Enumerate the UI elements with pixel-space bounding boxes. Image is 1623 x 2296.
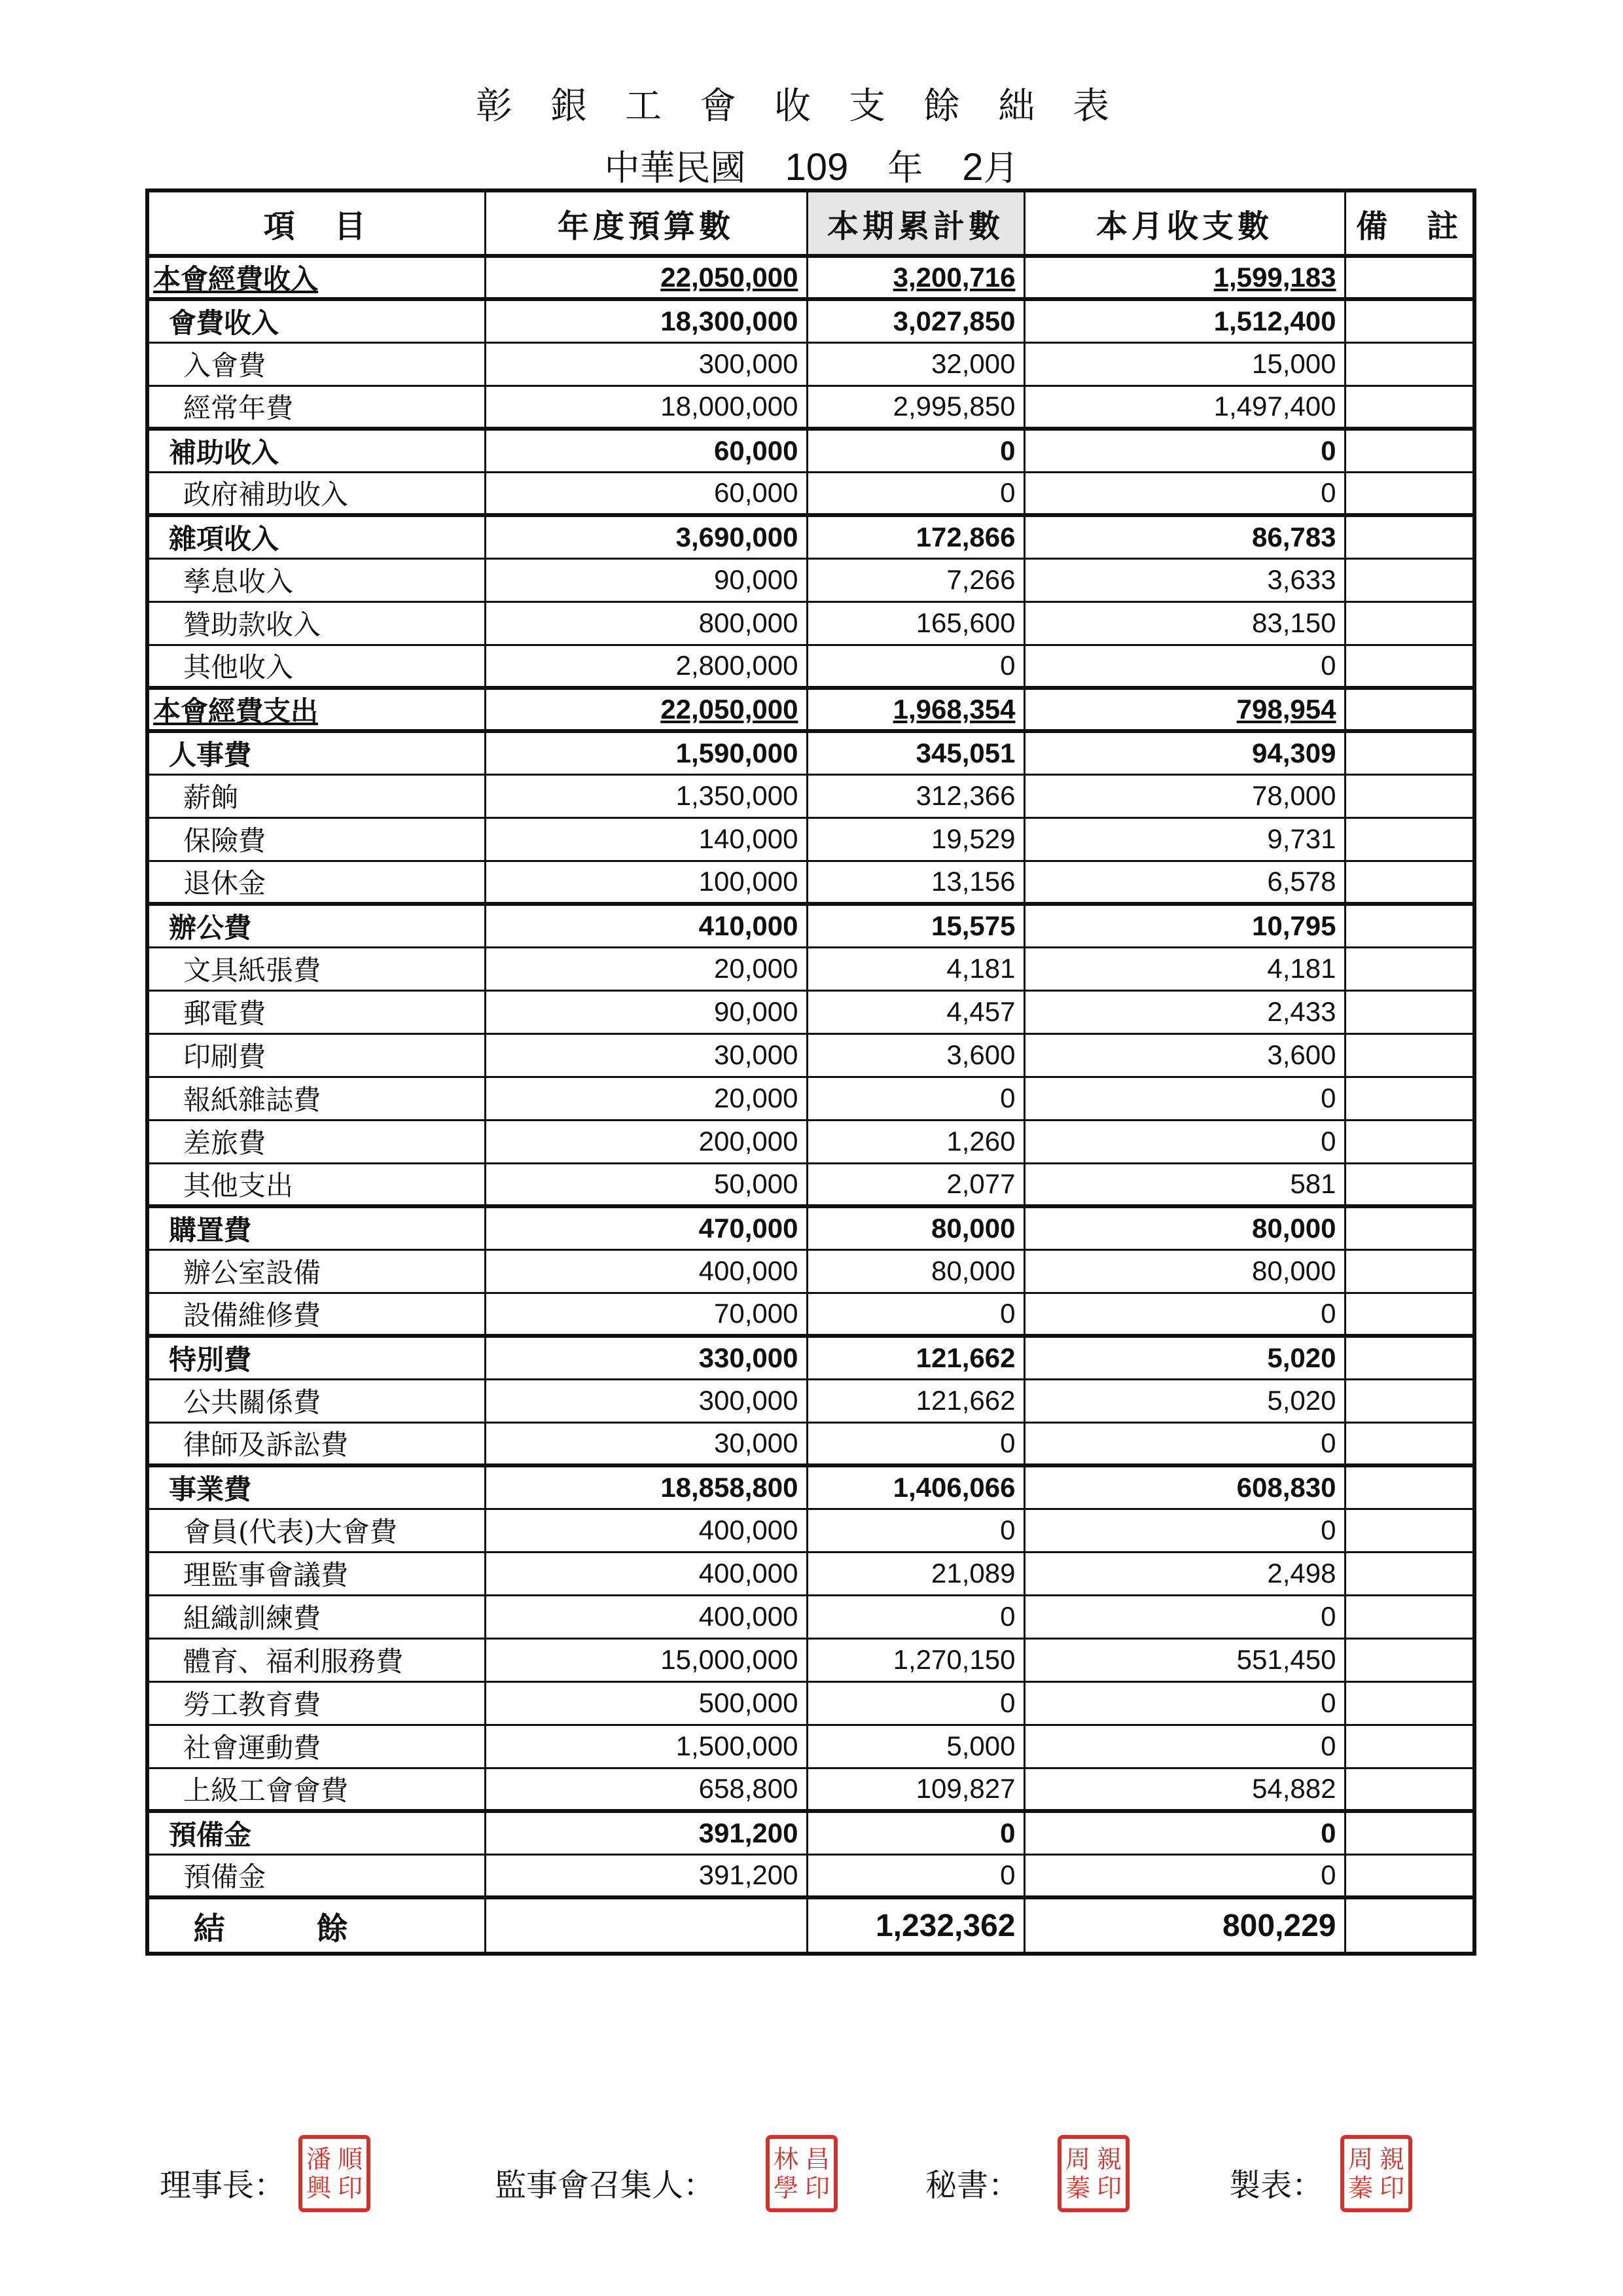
table-row	[147, 1077, 1474, 1120]
row-month: 0	[1024, 1120, 1345, 1163]
table-row	[147, 1163, 1474, 1206]
row-note	[1345, 861, 1474, 904]
row-budget: 410,000	[485, 904, 807, 947]
row-label: 上級工會會費	[147, 1768, 485, 1811]
row-note	[1345, 774, 1474, 817]
row-month: 5,020	[1024, 1379, 1345, 1422]
row-label: 文具紙張費	[147, 947, 485, 990]
row-note	[1345, 386, 1474, 429]
row-note	[1345, 256, 1474, 299]
row-note	[1345, 1811, 1474, 1854]
row-label: 體育、福利服務費	[147, 1638, 485, 1681]
row-note	[1345, 1206, 1474, 1249]
row-label: 退休金	[147, 861, 485, 904]
balance-row	[147, 1897, 1474, 1954]
table-body	[147, 256, 1474, 1897]
table-row	[147, 1725, 1474, 1768]
row-cumulative: 21,089	[807, 1552, 1024, 1595]
header-item: 項 目	[147, 190, 485, 256]
table-row	[147, 1638, 1474, 1681]
row-cumulative: 312,366	[807, 774, 1024, 817]
row-cumulative: 5,000	[807, 1725, 1024, 1768]
row-label: 薪餉	[147, 774, 485, 817]
row-label: 報紙雜誌費	[147, 1077, 485, 1120]
table-row	[147, 1293, 1474, 1336]
row-budget: 90,000	[485, 558, 807, 601]
row-note	[1345, 342, 1474, 386]
income-expense-table	[145, 188, 1476, 1956]
row-cumulative: 13,156	[807, 861, 1024, 904]
header-month: 本月收支數	[1024, 190, 1345, 256]
table-row	[147, 731, 1474, 774]
row-note	[1345, 558, 1474, 601]
row-label: 辦公室設備	[147, 1249, 485, 1293]
row-month: 0	[1024, 645, 1345, 688]
row-label: 設備維修費	[147, 1293, 485, 1336]
row-label: 雜項收入	[147, 515, 485, 558]
row-label: 公共關係費	[147, 1379, 485, 1422]
row-budget: 658,800	[485, 1768, 807, 1811]
row-note	[1345, 1033, 1474, 1077]
row-cumulative: 0	[807, 1595, 1024, 1638]
row-month: 0	[1024, 1077, 1345, 1120]
row-cumulative: 1,260	[807, 1120, 1024, 1163]
row-label: 其他支出	[147, 1163, 485, 1206]
row-note	[1345, 1509, 1474, 1552]
table-row	[147, 1681, 1474, 1725]
row-month: 0	[1024, 1811, 1345, 1854]
row-note	[1345, 817, 1474, 861]
table-row	[147, 904, 1474, 947]
row-note	[1345, 1249, 1474, 1293]
row-note	[1345, 904, 1474, 947]
row-note	[1345, 1379, 1474, 1422]
date-month-unit: 月	[983, 147, 1019, 188]
table-row	[147, 429, 1474, 472]
row-label: 購置費	[147, 1206, 485, 1249]
row-cumulative: 0	[807, 1811, 1024, 1854]
row-cumulative: 7,266	[807, 558, 1024, 601]
row-month: 3,633	[1024, 558, 1345, 601]
balance-cumulative: 1,232,362	[807, 1897, 1024, 1954]
row-budget: 20,000	[485, 1077, 807, 1120]
row-cumulative: 109,827	[807, 1768, 1024, 1811]
table-row	[147, 601, 1474, 645]
row-month: 2,433	[1024, 990, 1345, 1033]
row-cumulative: 19,529	[807, 817, 1024, 861]
table-row	[147, 817, 1474, 861]
row-cumulative: 1,270,150	[807, 1638, 1024, 1681]
row-budget: 1,350,000	[485, 774, 807, 817]
table-row	[147, 774, 1474, 817]
row-month: 80,000	[1024, 1249, 1345, 1293]
date-year-unit: 年	[887, 147, 923, 188]
row-budget: 18,300,000	[485, 299, 807, 342]
row-month: 0	[1024, 1422, 1345, 1465]
row-month: 1,599,183	[1024, 256, 1345, 299]
row-month: 0	[1024, 472, 1345, 515]
row-label: 其他收入	[147, 645, 485, 688]
document-date	[0, 140, 1623, 190]
row-note	[1345, 1163, 1474, 1206]
document-title: 彰銀工會收支餘絀表	[476, 85, 1147, 128]
row-note	[1345, 1077, 1474, 1120]
row-cumulative: 0	[807, 1509, 1024, 1552]
row-note	[1345, 1422, 1474, 1465]
row-month: 10,795	[1024, 904, 1345, 947]
table-row	[147, 1120, 1474, 1163]
row-cumulative: 0	[807, 1681, 1024, 1725]
balance-label: 結餘	[147, 1897, 485, 1954]
row-note	[1345, 1293, 1474, 1336]
row-budget: 330,000	[485, 1336, 807, 1379]
row-cumulative: 0	[807, 1293, 1024, 1336]
table-row	[147, 342, 1474, 386]
row-month: 0	[1024, 1509, 1345, 1552]
row-budget: 100,000	[485, 861, 807, 904]
table-row	[147, 1552, 1474, 1595]
row-label: 預備金	[147, 1854, 485, 1897]
row-label: 補助收入	[147, 429, 485, 472]
row-budget: 200,000	[485, 1120, 807, 1163]
table-row	[147, 1379, 1474, 1422]
row-cumulative: 2,995,850	[807, 386, 1024, 429]
row-label: 會費收入	[147, 299, 485, 342]
table-row	[147, 1811, 1474, 1854]
row-label: 差旅費	[147, 1120, 485, 1163]
row-label: 辦公費	[147, 904, 485, 947]
row-month: 5,020	[1024, 1336, 1345, 1379]
row-note	[1345, 1638, 1474, 1681]
row-budget: 300,000	[485, 1379, 807, 1422]
table-header-row	[147, 190, 1474, 256]
secretary-seal-icon: 周 親 蓁 印	[1058, 2135, 1130, 2212]
table-row	[147, 386, 1474, 429]
row-month: 0	[1024, 1595, 1345, 1638]
row-label: 本會經費支出	[147, 688, 485, 731]
row-budget: 18,000,000	[485, 386, 807, 429]
row-label: 印刷費	[147, 1033, 485, 1077]
balance-note	[1345, 1897, 1474, 1954]
balance-budget	[485, 1897, 807, 1954]
row-month: 6,578	[1024, 861, 1345, 904]
row-cumulative: 0	[807, 1077, 1024, 1120]
row-budget: 2,800,000	[485, 645, 807, 688]
table-row	[147, 1854, 1474, 1897]
row-budget: 391,200	[485, 1811, 807, 1854]
row-budget: 60,000	[485, 429, 807, 472]
row-budget: 15,000,000	[485, 1638, 807, 1681]
balance-month: 800,229	[1024, 1897, 1345, 1954]
row-month: 9,731	[1024, 817, 1345, 861]
row-label: 組織訓練費	[147, 1595, 485, 1638]
date-month: 2	[962, 146, 984, 188]
row-budget: 60,000	[485, 472, 807, 515]
row-note	[1345, 1725, 1474, 1768]
row-label: 事業費	[147, 1465, 485, 1509]
table-row	[147, 558, 1474, 601]
row-label: 社會運動費	[147, 1725, 485, 1768]
table-row	[147, 1336, 1474, 1379]
row-note	[1345, 990, 1474, 1033]
row-month: 83,150	[1024, 601, 1345, 645]
row-label: 政府補助收入	[147, 472, 485, 515]
row-label: 會員(代表)大會費	[147, 1509, 485, 1552]
table-row	[147, 1206, 1474, 1249]
row-budget: 400,000	[485, 1509, 807, 1552]
row-cumulative: 121,662	[807, 1336, 1024, 1379]
row-budget: 140,000	[485, 817, 807, 861]
row-cumulative: 15,575	[807, 904, 1024, 947]
supervisor-label: 監事會召集人：	[495, 2167, 715, 2204]
row-budget: 30,000	[485, 1422, 807, 1465]
row-month: 86,783	[1024, 515, 1345, 558]
row-month: 0	[1024, 1681, 1345, 1725]
row-note	[1345, 515, 1474, 558]
row-budget: 20,000	[485, 947, 807, 990]
row-month: 551,450	[1024, 1638, 1345, 1681]
row-label: 理監事會議費	[147, 1552, 485, 1595]
row-cumulative: 0	[807, 1854, 1024, 1897]
row-budget: 70,000	[485, 1293, 807, 1336]
row-cumulative: 80,000	[807, 1206, 1024, 1249]
row-label: 預備金	[147, 1811, 485, 1854]
row-cumulative: 3,600	[807, 1033, 1024, 1077]
row-month: 94,309	[1024, 731, 1345, 774]
row-note	[1345, 1465, 1474, 1509]
row-budget: 18,858,800	[485, 1465, 807, 1509]
row-month: 581	[1024, 1163, 1345, 1206]
row-cumulative: 0	[807, 429, 1024, 472]
date-prefix: 中華民國	[604, 147, 746, 188]
row-month: 0	[1024, 1293, 1345, 1336]
table-row	[147, 1509, 1474, 1552]
row-month: 0	[1024, 1854, 1345, 1897]
row-budget: 391,200	[485, 1854, 807, 1897]
row-cumulative: 165,600	[807, 601, 1024, 645]
row-month: 54,882	[1024, 1768, 1345, 1811]
row-label: 特別費	[147, 1336, 485, 1379]
row-cumulative: 1,968,354	[807, 688, 1024, 731]
table-row	[147, 1768, 1474, 1811]
row-label: 勞工教育費	[147, 1681, 485, 1725]
row-month: 1,512,400	[1024, 299, 1345, 342]
row-note	[1345, 688, 1474, 731]
row-month: 1,497,400	[1024, 386, 1345, 429]
row-month: 4,181	[1024, 947, 1345, 990]
row-budget: 22,050,000	[485, 256, 807, 299]
secretary-label: 秘書：	[925, 2167, 1020, 2204]
row-month: 80,000	[1024, 1206, 1345, 1249]
row-label: 本會經費收入	[147, 256, 485, 299]
row-label: 郵電費	[147, 990, 485, 1033]
chairman-seal-icon: 潘 順 興 印	[298, 2135, 370, 2212]
row-budget: 500,000	[485, 1681, 807, 1725]
table-row	[147, 688, 1474, 731]
row-month: 3,600	[1024, 1033, 1345, 1077]
table-row	[147, 861, 1474, 904]
row-note	[1345, 1595, 1474, 1638]
row-cumulative: 345,051	[807, 731, 1024, 774]
row-month: 15,000	[1024, 342, 1345, 386]
supervisor-seal-icon: 林 昌 學 印	[766, 2135, 838, 2212]
row-month: 0	[1024, 1725, 1345, 1768]
row-label: 入會費	[147, 342, 485, 386]
table-row	[147, 1465, 1474, 1509]
row-cumulative: 2,077	[807, 1163, 1024, 1206]
table-row	[147, 645, 1474, 688]
row-cumulative: 0	[807, 472, 1024, 515]
row-cumulative: 4,181	[807, 947, 1024, 990]
row-cumulative: 1,406,066	[807, 1465, 1024, 1509]
row-note	[1345, 1120, 1474, 1163]
row-budget: 22,050,000	[485, 688, 807, 731]
row-budget: 400,000	[485, 1249, 807, 1293]
row-cumulative: 3,027,850	[807, 299, 1024, 342]
row-budget: 1,500,000	[485, 1725, 807, 1768]
table-row	[147, 472, 1474, 515]
row-note	[1345, 1681, 1474, 1725]
row-cumulative: 0	[807, 645, 1024, 688]
chairman-label: 理事長：	[160, 2167, 286, 2204]
row-budget: 400,000	[485, 1595, 807, 1638]
row-label: 人事費	[147, 731, 485, 774]
row-note	[1345, 1768, 1474, 1811]
table-row	[147, 1595, 1474, 1638]
row-note	[1345, 1552, 1474, 1595]
table-row	[147, 1249, 1474, 1293]
row-month: 78,000	[1024, 774, 1345, 817]
row-cumulative: 4,457	[807, 990, 1024, 1033]
row-month: 0	[1024, 429, 1345, 472]
row-label: 律師及訴訟費	[147, 1422, 485, 1465]
table-row	[147, 947, 1474, 990]
row-cumulative: 121,662	[807, 1379, 1024, 1422]
table-row	[147, 1422, 1474, 1465]
row-note	[1345, 947, 1474, 990]
row-cumulative: 80,000	[807, 1249, 1024, 1293]
date-year: 109	[785, 146, 849, 188]
row-note	[1345, 731, 1474, 774]
row-budget: 30,000	[485, 1033, 807, 1077]
row-cumulative: 3,200,716	[807, 256, 1024, 299]
row-month: 798,954	[1024, 688, 1345, 731]
row-label: 保險費	[147, 817, 485, 861]
preparer-label: 製表：	[1229, 2167, 1324, 2204]
table-row	[147, 515, 1474, 558]
row-budget: 470,000	[485, 1206, 807, 1249]
table-row	[147, 1033, 1474, 1077]
row-budget: 90,000	[485, 990, 807, 1033]
row-budget: 300,000	[485, 342, 807, 386]
row-budget: 400,000	[485, 1552, 807, 1595]
row-label: 經常年費	[147, 386, 485, 429]
row-budget: 800,000	[485, 601, 807, 645]
row-note	[1345, 1336, 1474, 1379]
row-cumulative: 32,000	[807, 342, 1024, 386]
row-budget: 3,690,000	[485, 515, 807, 558]
row-budget: 1,590,000	[485, 731, 807, 774]
row-cumulative: 172,866	[807, 515, 1024, 558]
row-note	[1345, 601, 1474, 645]
row-label: 孳息收入	[147, 558, 485, 601]
table-row	[147, 299, 1474, 342]
header-note: 備 註	[1345, 190, 1474, 256]
row-budget: 50,000	[485, 1163, 807, 1206]
row-month: 2,498	[1024, 1552, 1345, 1595]
row-note	[1345, 472, 1474, 515]
header-budget: 年度預算數	[485, 190, 807, 256]
row-month: 608,830	[1024, 1465, 1345, 1509]
row-label: 贊助款收入	[147, 601, 485, 645]
table-row	[147, 256, 1474, 299]
table-row	[147, 990, 1474, 1033]
preparer-seal-icon: 周 親 蓁 印	[1340, 2135, 1412, 2212]
header-cumulative: 本期累計數	[807, 190, 1024, 256]
row-note	[1345, 299, 1474, 342]
row-note	[1345, 429, 1474, 472]
row-cumulative: 0	[807, 1422, 1024, 1465]
row-note	[1345, 645, 1474, 688]
row-note	[1345, 1854, 1474, 1897]
